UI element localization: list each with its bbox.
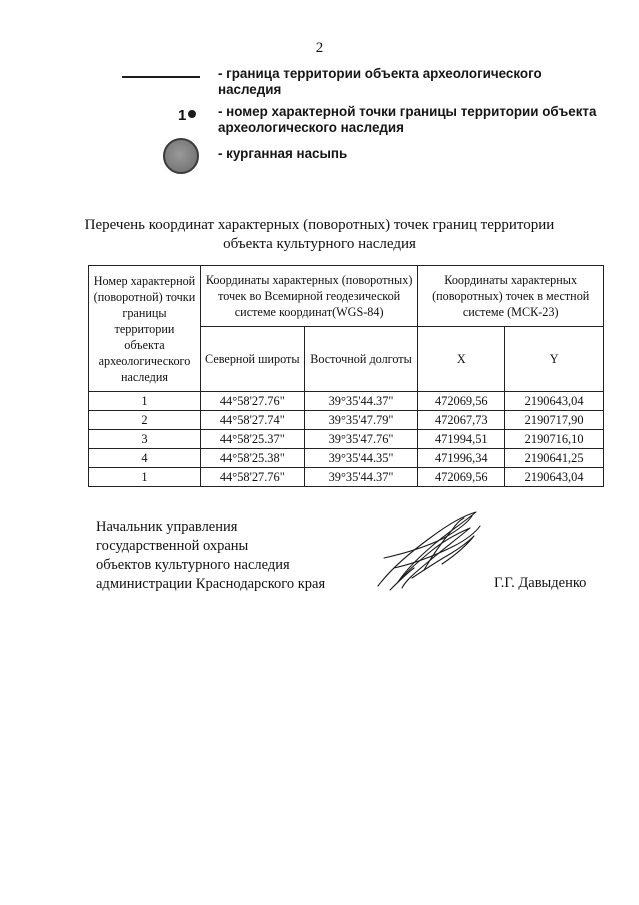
cell-y: 2190643,04	[505, 468, 604, 487]
cell-y: 2190717,90	[505, 411, 604, 430]
cell-point-number: 4	[89, 449, 201, 468]
table-row	[89, 392, 604, 411]
cell-longitude: 39°35'44.35"	[304, 449, 418, 468]
coordinates-list-title-line1: Перечень координат характерных (поворотных) точек границ территории	[84, 217, 555, 233]
coordinates-list-title	[0, 216, 639, 254]
legend-item-mound	[0, 138, 639, 178]
table-row	[89, 411, 604, 430]
cell-point-number: 2	[89, 411, 201, 430]
cell-y: 2190643,04	[505, 392, 604, 411]
cell-longitude: 39°35'47.79"	[304, 411, 418, 430]
header-wgs84-group: Координаты характерных (поворотных) точек во Всемирной геодезической системе координат(WGS-84)	[200, 266, 417, 327]
coordinates-list-title-line2: объекта культурного наследия	[223, 236, 416, 252]
cell-longitude: 39°35'44.37"	[304, 468, 418, 487]
table-row	[89, 430, 604, 449]
page-number: 2	[315, 40, 324, 56]
signatory-name: Г.Г. Давыденко	[494, 575, 587, 591]
signatory-position-line: Начальник управления	[96, 519, 238, 535]
boundary-line-icon	[122, 76, 200, 78]
header-north-latitude: Северной широты	[200, 327, 304, 392]
signatory-position-line: администрации Краснодарского края	[96, 576, 326, 592]
cell-latitude: 44°58'27.76"	[200, 468, 304, 487]
legend-item-boundary	[0, 66, 639, 106]
table-row	[89, 449, 604, 468]
legend-text-boundary: - граница территории объекта археологического наследия	[218, 66, 542, 97]
cell-latitude: 44°58'27.74"	[200, 411, 304, 430]
cell-point-number: 3	[89, 430, 201, 449]
signatory-position-line: государственной охраны	[96, 538, 249, 554]
mound-icon	[163, 138, 199, 174]
header-x: X	[418, 327, 505, 392]
handwritten-signature	[372, 508, 482, 594]
point-marker-label: 1	[178, 107, 187, 124]
cell-latitude: 44°58'27.76"	[200, 392, 304, 411]
cell-x: 472067,73	[418, 411, 505, 430]
header-east-longitude: Восточной долготы	[304, 327, 418, 392]
legend-text-point: - номер характерной точки границы территории объекта археологического наследия	[218, 104, 597, 135]
cell-x: 472069,56	[418, 392, 505, 411]
table-row	[89, 468, 604, 487]
header-msk23-group: Координаты характерных (поворотных) точек в местной системе (МСК-23)	[418, 266, 604, 327]
signatory-position	[96, 518, 396, 594]
point-dot-icon	[188, 110, 196, 118]
legend-text-mound: - курганная насыпь	[218, 146, 348, 161]
legend-item-point	[0, 104, 639, 140]
cell-y: 2190716,10	[505, 430, 604, 449]
cell-y: 2190641,25	[505, 449, 604, 468]
cell-point-number: 1	[89, 392, 201, 411]
coordinates-table	[88, 265, 604, 487]
cell-x: 471994,51	[418, 430, 505, 449]
cell-latitude: 44°58'25.37"	[200, 430, 304, 449]
cell-x: 471996,34	[418, 449, 505, 468]
cell-point-number: 1	[89, 468, 201, 487]
header-point-number: Номер характерной (поворотной) точки границы территории объекта археологического наследия	[89, 266, 201, 392]
header-y: Y	[505, 327, 604, 392]
cell-x: 472069,56	[418, 468, 505, 487]
cell-latitude: 44°58'25.38"	[200, 449, 304, 468]
cell-longitude: 39°35'47.76"	[304, 430, 418, 449]
cell-longitude: 39°35'44.37"	[304, 392, 418, 411]
signatory-position-line: объектов культурного наследия	[96, 557, 290, 573]
point-marker-icon	[178, 108, 196, 124]
